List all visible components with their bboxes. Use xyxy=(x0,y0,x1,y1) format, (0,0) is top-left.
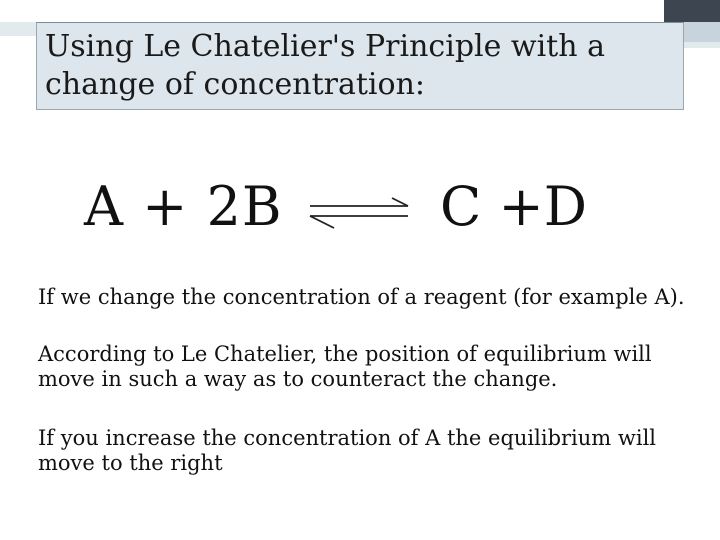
paragraph-increase-a: If you increase the concentration of A the equilibrium will move to the right xyxy=(38,426,657,475)
corner-accent-stripe xyxy=(684,42,720,48)
left-accent-stripe xyxy=(0,22,36,36)
equilibrium-arrows-icon xyxy=(306,192,412,232)
corner-accent-dark xyxy=(664,0,720,22)
corner-accent-light xyxy=(684,22,720,42)
slide-title: Using Le Chatelier's Principle with a change of concentration: xyxy=(45,29,605,102)
title-box xyxy=(36,22,684,110)
equation-products: C +D xyxy=(440,175,588,238)
equation-reactants: A + 2B xyxy=(84,175,283,238)
paragraph-le-chatelier-rule: According to Le Chatelier, the position of equilibrium will move in such a way as to counteract the change. xyxy=(38,342,652,391)
chemical-equation xyxy=(84,172,624,252)
paragraph-concentration-change: If we change the concentration of a reagent (for example A). xyxy=(38,285,685,309)
